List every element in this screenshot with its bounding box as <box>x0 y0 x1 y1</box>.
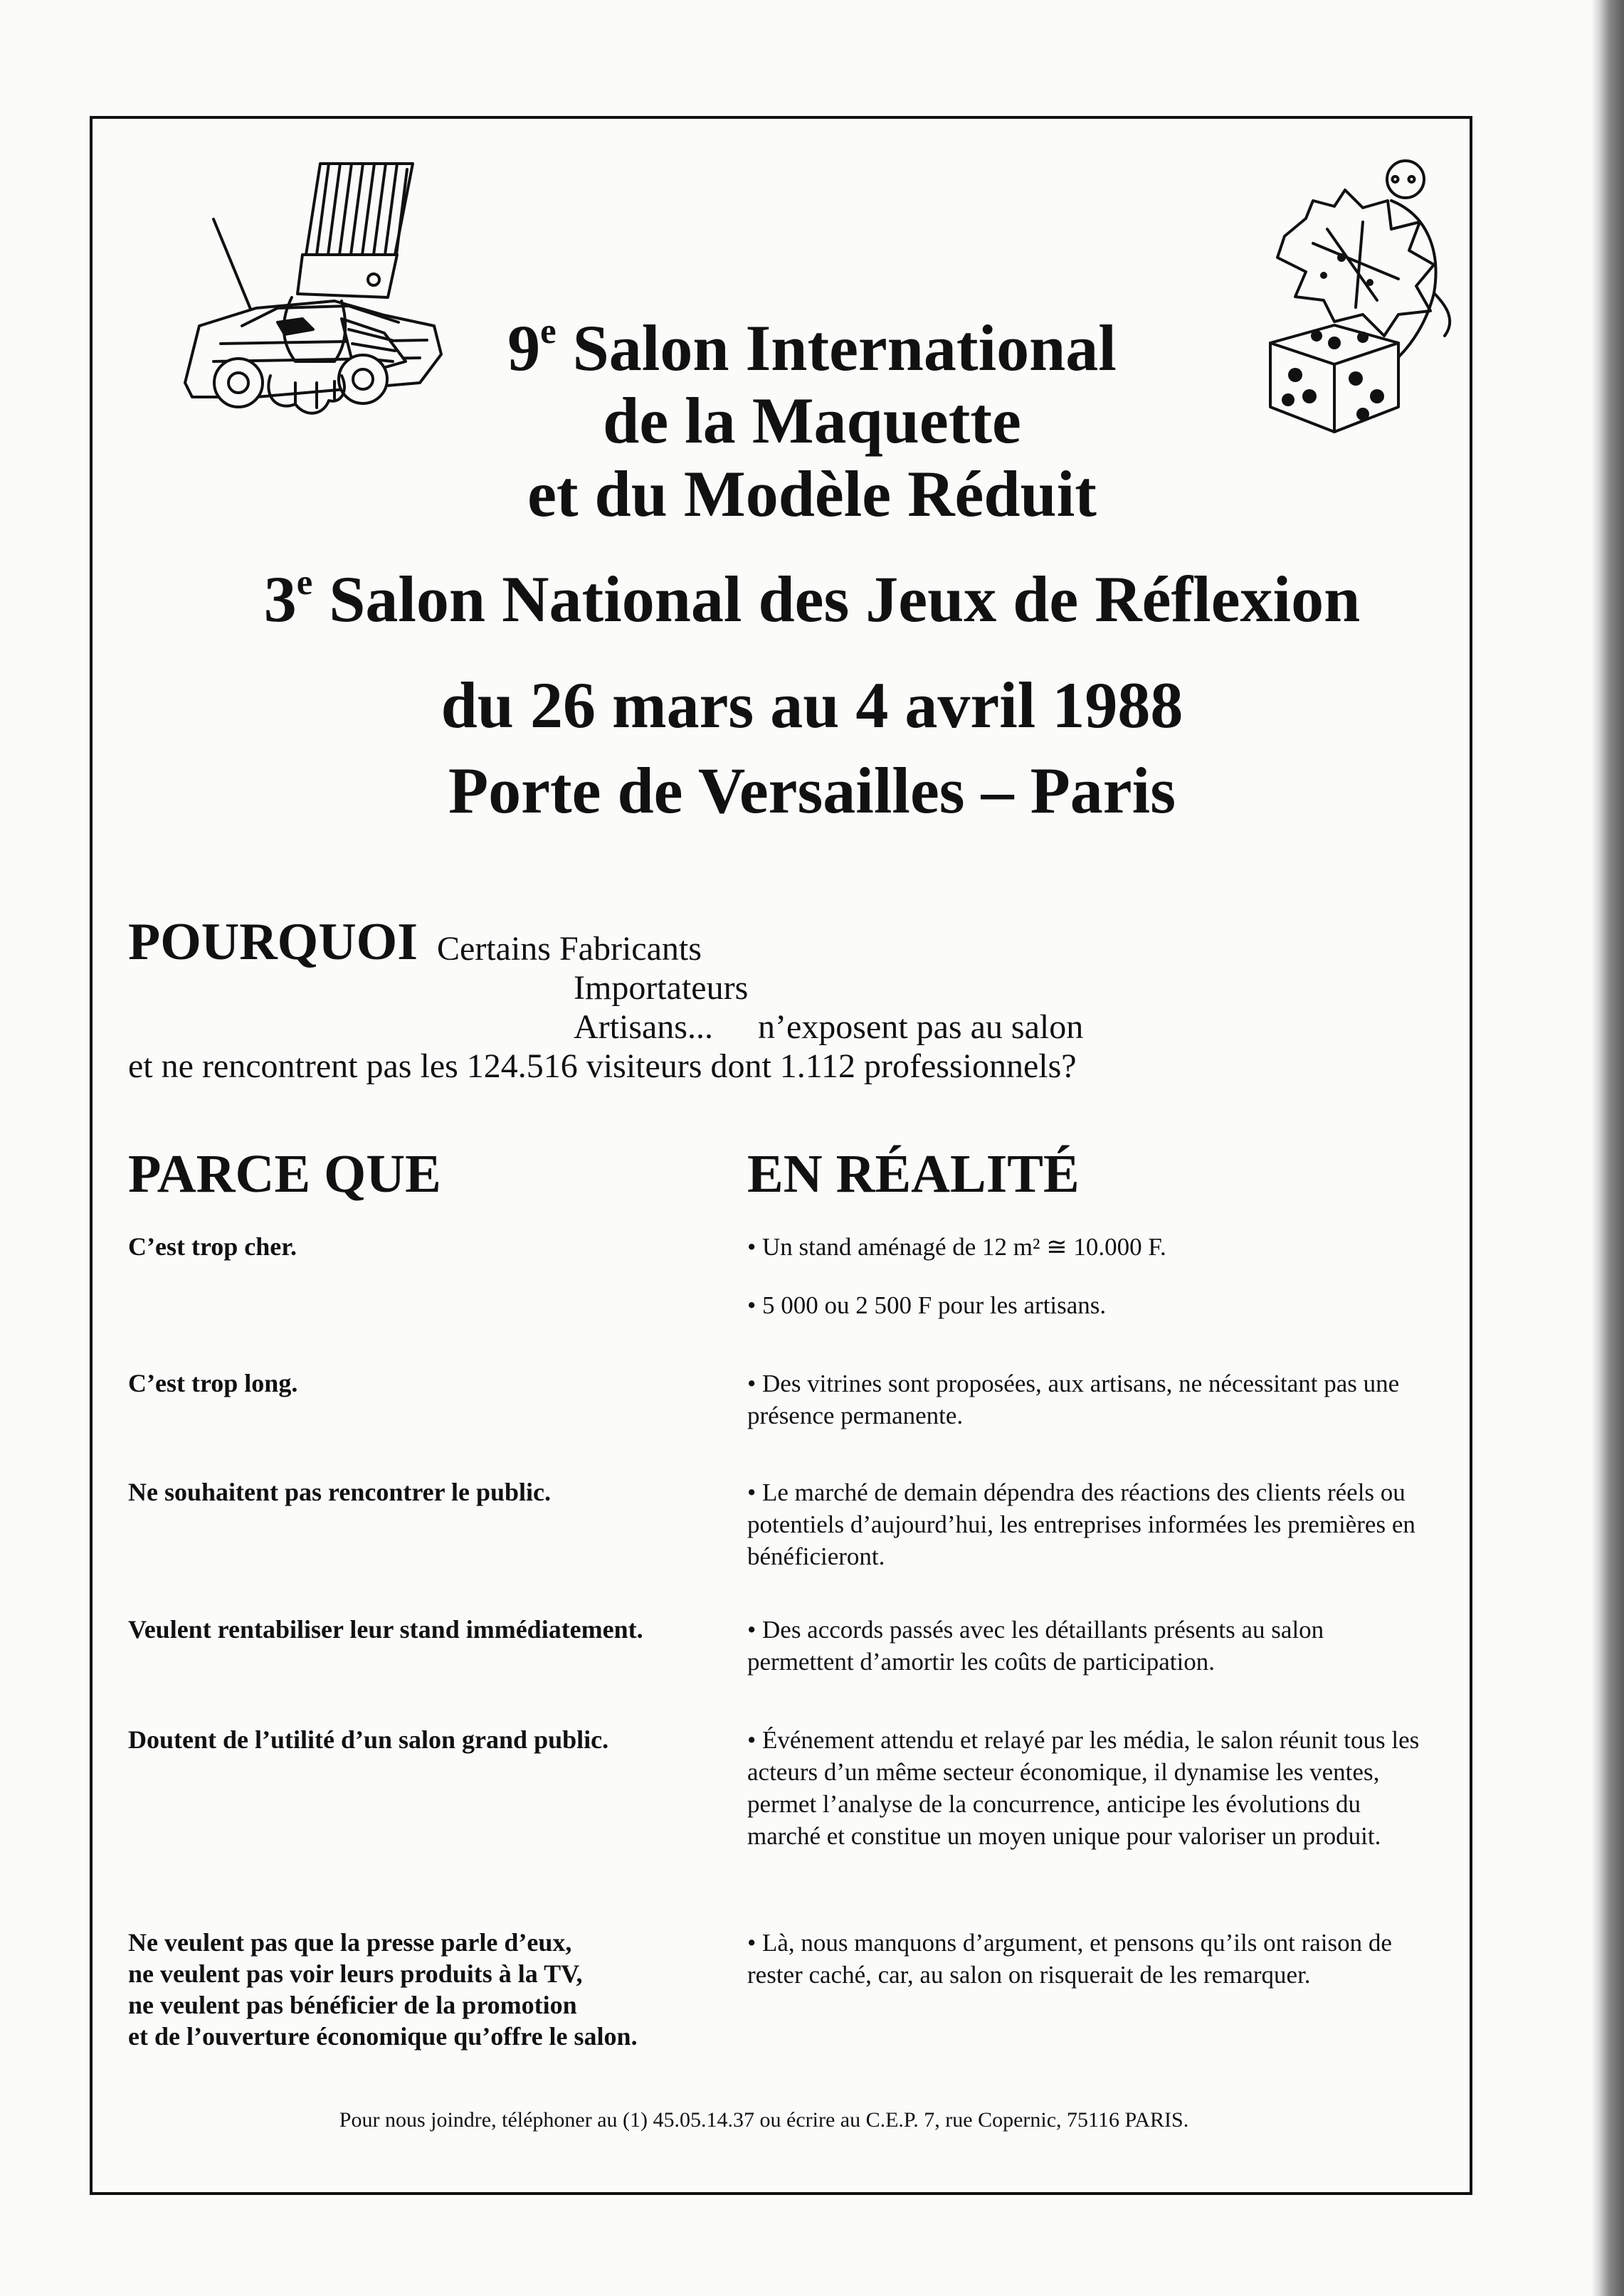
parce-que-heading: PARCE QUE <box>128 1144 441 1204</box>
reality-item: • Des accords passés avec les détaillants présents au salon permettent d’amortir les coûts de participation. <box>747 1616 1324 1676</box>
reality-item: • Des vitrines sont proposées, aux artisans, ne nécessitant pas une présence permanente. <box>747 1370 1400 1429</box>
title-line-2: de la Maquette <box>603 384 1021 457</box>
event-venue: Porte de Versailles – Paris <box>448 754 1176 827</box>
pourquoi-line-4: et ne rencontrent pas les 124.516 visiteurs dont 1.112 professionnels? <box>128 1047 1077 1085</box>
reason-item: Veulent rentabiliser leur stand immédiatement. <box>128 1615 643 1644</box>
contact-footer: Pour nous joindre, téléphoner au (1) 45.05.14.37 ou écrire au C.E.P. 7, rue Copernic, 75116 PARIS. <box>339 2108 1189 2132</box>
pourquoi-line-1: Certains Fabricants <box>437 930 702 968</box>
pourquoi-heading: POURQUOI <box>128 913 418 971</box>
reason-item: Ne souhaitent pas rencontrer le public. <box>128 1478 552 1506</box>
en-realite-heading: EN RÉALITÉ <box>747 1144 1080 1204</box>
reality-item: • Un stand aménagé de 12 m² ≅ 10.000 F. <box>747 1233 1166 1261</box>
title-line-1: 9e Salon International <box>507 311 1117 384</box>
reason-item: C’est trop long. <box>128 1369 298 1397</box>
reality-item: • 5 000 ou 2 500 F pour les artisans. <box>747 1291 1107 1319</box>
reality-item: • Là, nous manquons d’argument, et pensons qu’ils ont raison de rester caché, car, au salon on risquerait de les remarquer. <box>747 1929 1392 1989</box>
event-dates: du 26 mars au 4 avril 1988 <box>441 669 1183 741</box>
reason-item: C’est trop cher. <box>128 1232 297 1261</box>
reason-item: Ne veulent pas que la presse parle d’eux, ne veulent pas voir leurs produits à la TV, ne veulent pas bénéficier de la promotion et de l’ouverture économique qu’offre le salon. <box>128 1928 638 2051</box>
pourquoi-line-2: Importateurs <box>574 969 749 1007</box>
title-line-3: et du Modèle Réduit <box>527 457 1097 530</box>
reality-item: • Événement attendu et relayé par les média, le salon réunit tous les acteurs d’un même secteur économique, il dynamise les ventes, permet l’analyse de la concurrence, anticipe les évolutions du marché et constitue un moyen unique pour valoriser un produit. <box>747 1726 1420 1850</box>
pourquoi-line-3: Artisans... <box>574 1008 713 1046</box>
subtitle-salon-national: 3e Salon National des Jeux de Réflexion <box>263 562 1361 635</box>
pourquoi-line-3-tail: n’exposent pas au salon <box>758 1008 1084 1046</box>
reason-item: Doutent de l’utilité d’un salon grand public. <box>128 1725 609 1754</box>
reality-item: • Le marché de demain dépendra des réactions des clients réels ou potentiels d’aujourd’hui, les entreprises informées les premières en bénéficieront. <box>747 1478 1415 1570</box>
